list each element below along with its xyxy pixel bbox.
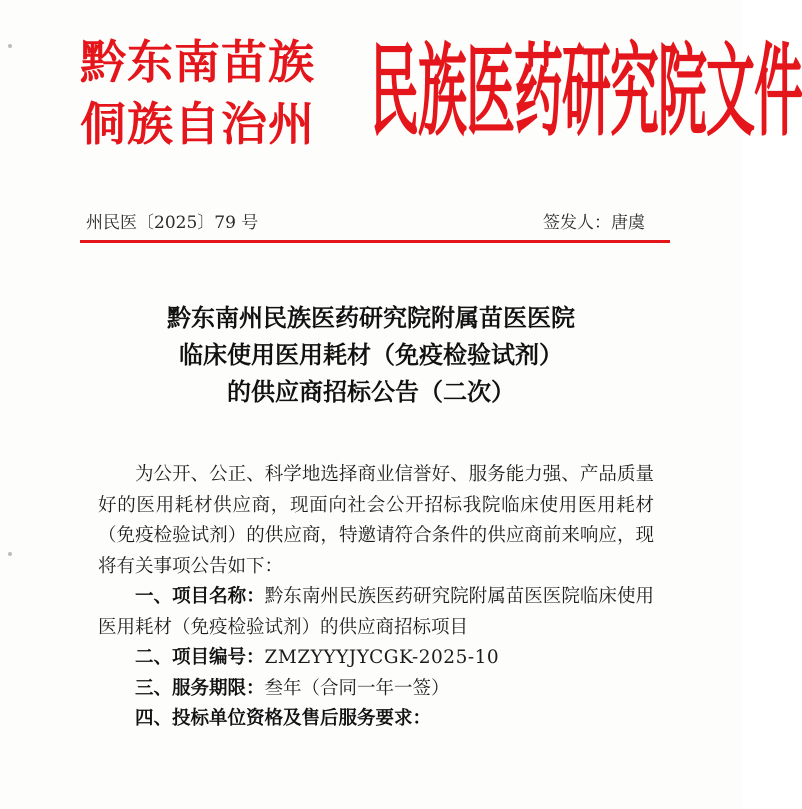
item-label: 三、服务期限：: [135, 677, 265, 699]
announcement-body: [98, 460, 654, 735]
binding-mark: [8, 552, 12, 556]
document-signer: 签发人：唐虞: [543, 213, 645, 233]
title-line-1: 黔东南州民族医药研究院附属苗医医院: [167, 304, 575, 332]
item-service-period: [98, 674, 654, 705]
item-label: 二、项目编号：: [135, 647, 265, 668]
issuing-organization: [80, 28, 365, 158]
item-value: 叁年（合同一年一签）: [264, 677, 450, 699]
intro-paragraph: 为公开、公正、科学地选择商业信誉好、服务能力强、产品质量好的医用耗材供应商，现面向社会公开招标我院临床使用医用耗材（免疫检验试剂）的供应商，特邀请符合条件的供应商前来响应，现将有关事项公告如下：: [98, 464, 654, 577]
document-type-heading: 民族医药研究院文件: [370, 33, 802, 151]
item-label: 一、项目名称：: [135, 586, 265, 607]
item-value: 黔东南州民族医药研究院附属苗医医院临床使用医用耗材（免疫检验试剂）的供应商招标项目: [98, 586, 654, 638]
document-meta-row: [80, 210, 645, 236]
document-header: [80, 28, 802, 158]
binding-mark: [8, 44, 12, 48]
document-number: 州民医〔2025〕79 号: [86, 213, 259, 233]
item-project-number: [98, 643, 654, 674]
item-project-name: [98, 582, 654, 643]
item-label: 四、投标单位资格及售后服务要求：: [135, 708, 432, 729]
header-divider: [80, 240, 670, 243]
item-bidder-qualification: [98, 704, 654, 735]
title-line-2: 临床使用医用耗材（免疫检验试剂）: [179, 341, 563, 369]
org-name-line-2: 侗族自治州: [80, 97, 315, 151]
org-name-line-1: 黔东南苗族: [80, 35, 315, 89]
item-value: ZMZYYYJYCGK-2025-10: [264, 647, 500, 668]
announcement-title: [60, 300, 682, 411]
title-line-3: 的供应商招标公告（二次）: [227, 378, 515, 406]
